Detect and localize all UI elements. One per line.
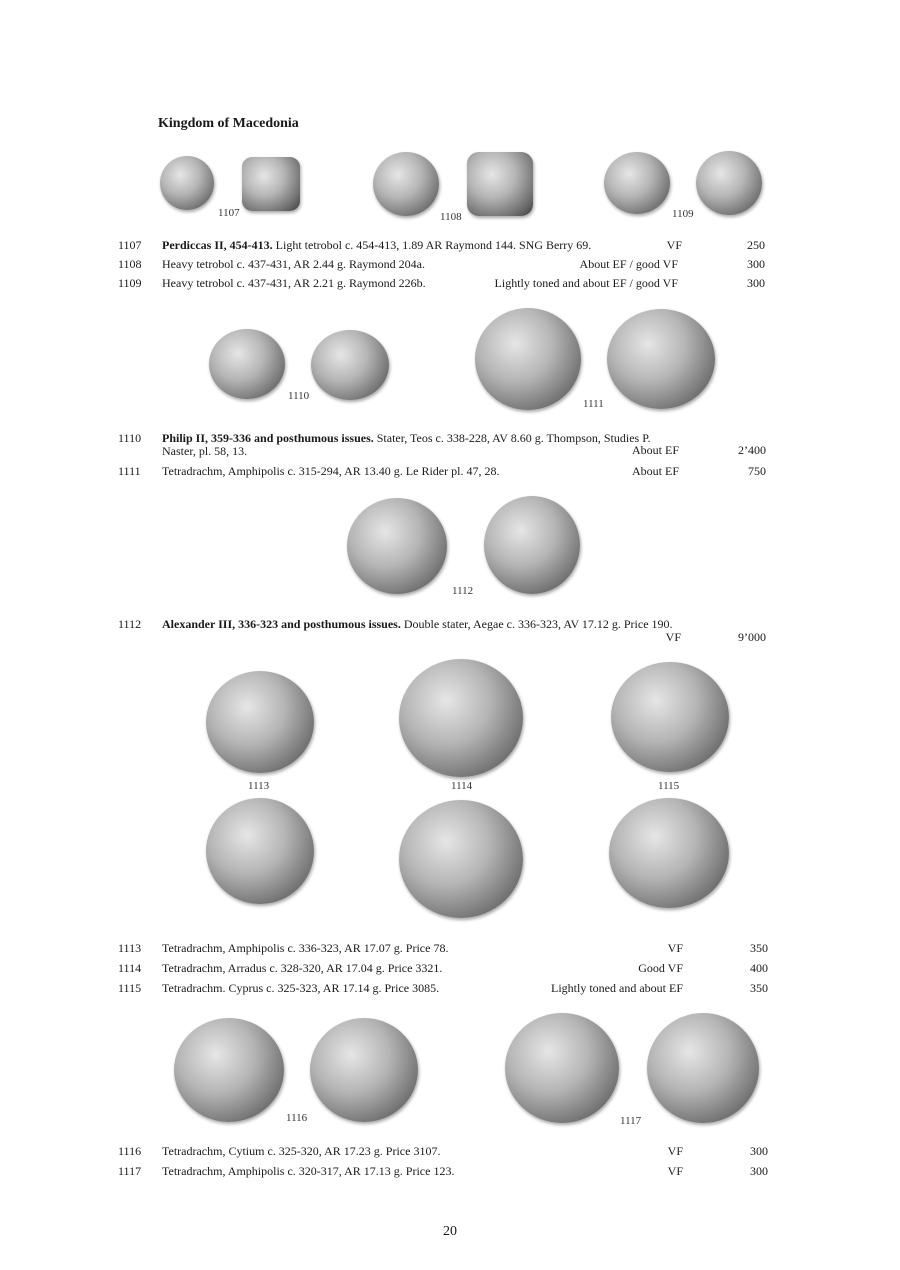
lot-description: Tetradrachm, Amphipolis c. 320-317, AR 17.13 g. Price 123. — [162, 1164, 455, 1178]
coin-label: 1117 — [620, 1115, 642, 1127]
coin-label: 1110 — [288, 390, 310, 402]
lot-description — [162, 238, 591, 253]
lot-number: 1113 — [118, 941, 142, 955]
coin-1114-reverse — [399, 800, 523, 918]
coin-label: 1113 — [248, 780, 270, 792]
coin-label: 1116 — [286, 1112, 308, 1124]
coin-label: 1112 — [452, 585, 474, 597]
lot-ruler: Perdiccas II, 454-413. — [162, 238, 273, 252]
coin-1115-obverse — [611, 662, 729, 772]
lot-number: 1111 — [118, 464, 141, 478]
lot-price: 250 — [747, 238, 765, 252]
lot-number: 1110 — [118, 431, 142, 445]
coin-1116-reverse — [310, 1018, 418, 1122]
coin-1111-obverse — [475, 308, 581, 410]
coin-label: 1111 — [583, 398, 604, 410]
lot-number: 1109 — [118, 276, 142, 290]
lot-price: 350 — [750, 941, 768, 955]
coin-1117-obverse — [505, 1013, 619, 1123]
lot-grade: Lightly toned and about EF / good VF — [494, 276, 678, 290]
lot-number: 1117 — [118, 1164, 142, 1178]
lot-grade: Good VF — [638, 961, 683, 975]
lot-price: 2’400 — [738, 443, 766, 457]
coin-label: 1115 — [658, 780, 680, 792]
lot-price: 300 — [750, 1164, 768, 1178]
lot-number: 1112 — [118, 617, 142, 631]
lot-number: 1114 — [118, 961, 142, 975]
coin-1113-reverse — [206, 798, 314, 904]
lot-text: Double stater, Aegae c. 336-323, AV 17.12 g. Price 190. — [400, 617, 673, 631]
coin-label: 1109 — [672, 208, 694, 220]
lot-grade: VF — [667, 1164, 683, 1178]
lot-grade: About EF / good VF — [579, 257, 678, 271]
lot-description: Heavy tetrobol c. 437-431, AR 2.44 g. Raymond 204a. — [162, 257, 425, 271]
lot-price: 750 — [748, 464, 766, 478]
lot-description: Tetradrachm, Cytium c. 325-320, AR 17.23 g. Price 3107. — [162, 1144, 441, 1158]
lot-description: Heavy tetrobol c. 437-431, AR 2.21 g. Raymond 226b. — [162, 276, 426, 290]
coin-1108-obverse — [373, 152, 439, 216]
coin-1112-obverse — [347, 498, 447, 594]
coin-1114-obverse — [399, 659, 523, 777]
lot-grade: About EF — [631, 443, 679, 457]
coin-1107-obverse — [160, 156, 214, 210]
lot-grade: About EF — [631, 464, 679, 478]
lot-grade: VF — [665, 630, 681, 644]
lot-description: Tetradrachm, Amphipolis c. 315-294, AR 13.40 g. Le Rider pl. 47, 28. — [162, 464, 500, 478]
coin-label: 1107 — [218, 207, 240, 219]
coin-1111-reverse — [607, 309, 715, 409]
lot-ruler: Philip II, 359-336 and posthumous issues. — [162, 431, 374, 445]
lot-number: 1108 — [118, 257, 142, 271]
coin-1117-reverse — [647, 1013, 759, 1123]
coin-1108-reverse — [467, 152, 533, 216]
lot-price: 350 — [750, 981, 768, 995]
lot-number: 1115 — [118, 981, 142, 995]
coin-label: 1108 — [440, 211, 462, 223]
lot-ruler: Alexander III, 336-323 and posthumous issues. — [162, 617, 401, 631]
coin-1110-reverse — [311, 330, 389, 400]
lot-text: Stater, Teos c. 338-228, AV 8.60 g. Thompson, Studies P. — [373, 431, 651, 445]
lot-description: Tetradrachm. Cyprus c. 325-323, AR 17.14 g. Price 3085. — [162, 981, 440, 995]
lot-description: Tetradrachm, Amphipolis c. 336-323, AR 17.07 g. Price 78. — [162, 941, 449, 955]
coin-1109-reverse — [696, 151, 762, 215]
coin-1112-reverse — [484, 496, 580, 594]
lot-grade: VF — [667, 1144, 683, 1158]
lot-price: 300 — [747, 257, 765, 271]
lot-grade: Lightly toned and about EF — [551, 981, 683, 995]
lot-description-continued: Naster, pl. 58, 13. — [162, 444, 248, 458]
lot-description: Tetradrachm, Arradus c. 328-320, AR 17.04 g. Price 3321. — [162, 961, 443, 975]
lot-price: 300 — [747, 276, 765, 290]
section-title: Kingdom of Macedonia — [158, 116, 299, 131]
lot-grade: VF — [667, 941, 683, 955]
coin-1116-obverse — [174, 1018, 284, 1122]
coin-1115-reverse — [609, 798, 729, 908]
page-number: 20 — [443, 1224, 457, 1239]
coin-1113-obverse — [206, 671, 314, 773]
coin-1109-obverse — [604, 152, 670, 214]
lot-number: 1116 — [118, 1144, 142, 1158]
coin-1107-reverse — [242, 157, 300, 211]
lot-price: 300 — [750, 1144, 768, 1158]
lot-text: Light tetrobol c. 454-413, 1.89 AR Raymond 144. SNG Berry 69. — [272, 238, 592, 252]
lot-description — [162, 617, 673, 632]
coin-label: 1114 — [451, 780, 473, 792]
lot-number: 1107 — [118, 238, 142, 252]
lot-price: 400 — [750, 961, 768, 975]
lot-price: 9’000 — [738, 630, 766, 644]
lot-grade: VF — [666, 238, 682, 252]
coin-1110-obverse — [209, 329, 285, 399]
